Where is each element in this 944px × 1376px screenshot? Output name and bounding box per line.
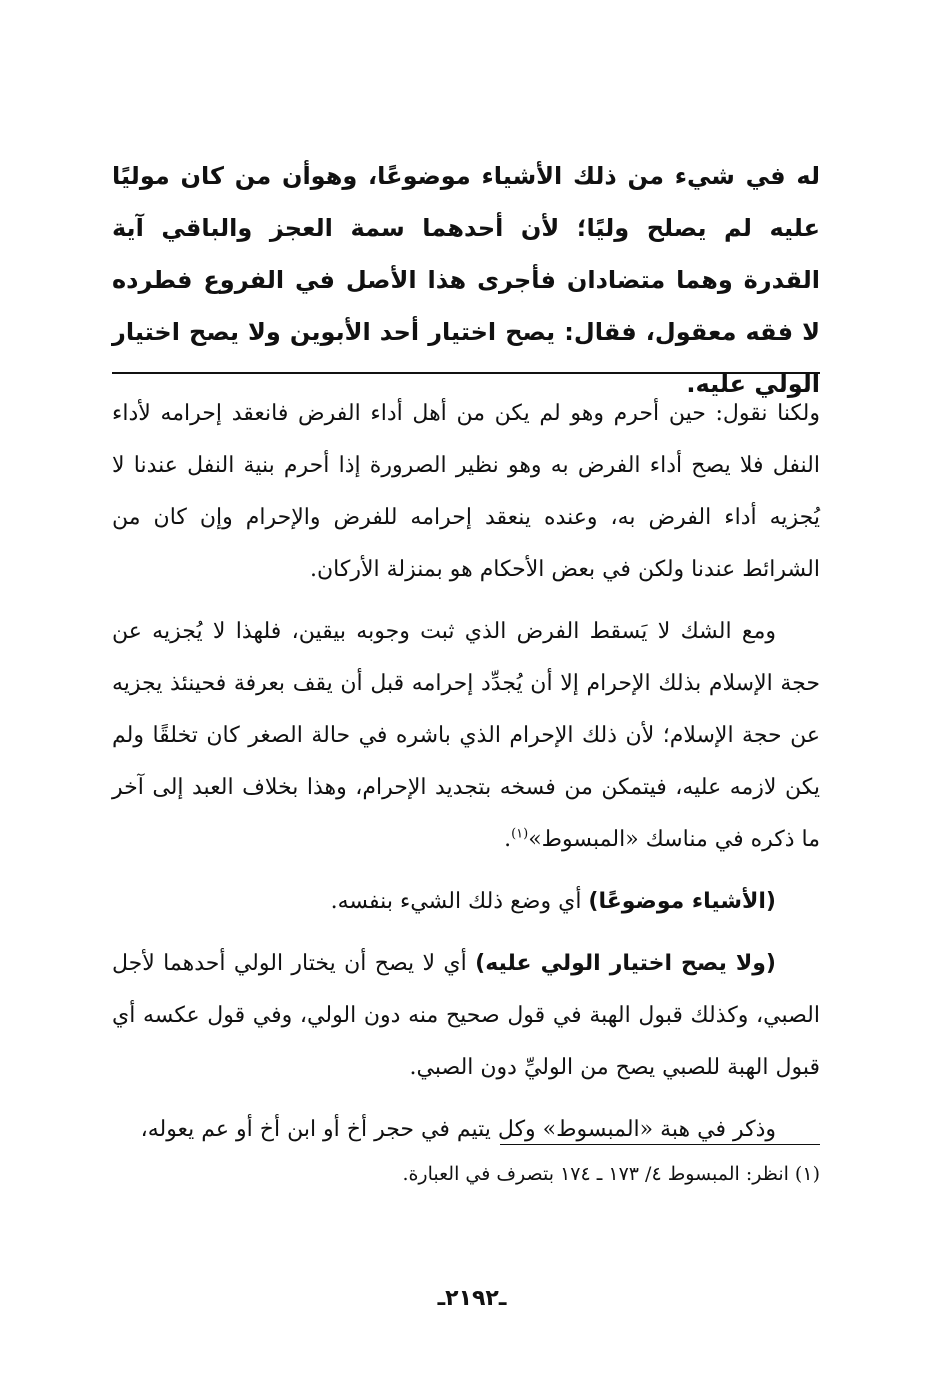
commentary-paragraph-2-end: . xyxy=(504,827,512,852)
quoted-phrase-ashyaa: (الأشياء موضوعًا) xyxy=(588,889,776,914)
matn-text-block xyxy=(112,150,820,410)
matn-separator-rule xyxy=(112,372,820,374)
commentary-paragraph-3-text: أي وضع ذلك الشيء بنفسه. xyxy=(330,889,589,914)
footnote-reference-marker: (١) xyxy=(511,826,529,842)
quoted-phrase-ikhtiyar: (ولا يصح اختيار الولي عليه) xyxy=(475,951,776,976)
commentary-paragraph-4 xyxy=(112,938,820,1094)
footnote-separator-rule xyxy=(500,1144,820,1145)
commentary-paragraph-1: ولكنا نقول: حين أحرم وهو لم يكن من أهل أداء الفرض فانعقد إحرامه لأداء النفل فلا يصح أداء الفرض به وهو نظير الصرورة إذا أحرم بنية النفل عندنا لا يُجزيه أداء الفرض به، وعنده ينعقد إحرامه للفرض والإحرام وإن كان من الشرائط عندنا ولكن في بعض الأحكام هو بمنزلة الأركان. xyxy=(112,401,820,582)
footnote: (١) انظر: المبسوط ٤/ ١٧٣ ـ ١٧٤ بتصرف في العبارة. xyxy=(402,1163,820,1185)
matn-paragraph: له في شيء من ذلك الأشياء موضوعًا، وهوأن من كان موليًا عليه لم يصلح وليًا؛ لأن أحدهما سمة العجز والباقي آية القدرة وهما متضادان فأجرى هذا الأصل في الفروع فطرده لا فقه معقول، فقال: يصح اختيار أحد الأبوين ولا يصح اختيار الولي عليه. xyxy=(112,162,820,398)
commentary-paragraph-2 xyxy=(112,606,820,866)
page-number: ـ٢١٩٢ـ xyxy=(437,1286,507,1311)
commentary-paragraph-2-text: ومع الشك لا يَسقط الفرض الذي ثبت وجوبه بيقين، فلهذا لا يُجزيه عن حجة الإسلام بذلك الإحرام إلا أن يُجدِّد إحرامه قبل أن يقف بعرفة فحينئذ يجزيه عن حجة الإسلام؛ لأن ذلك الإحرام الذي باشره في حالة الصغر كان تخلقًا ولم يكن لازمه عليه، فيتمكن من فسخه بتجديد الإحرام، وهذا بخلاف العبد إلى آخر ما ذكره في مناسك «المبسوط» xyxy=(112,619,820,852)
commentary-paragraph-5: وذكر في هبة «المبسوط» وكل يتيم في حجر أخ أو ابن أخ أو عم يعوله، xyxy=(140,1117,776,1142)
commentary-text-block xyxy=(112,388,820,1166)
commentary-paragraph-3 xyxy=(112,876,820,928)
commentary-paragraph-4-text: أي لا يصح أن يختار الولي أحدهما لأجل الصبي، وكذلك قبول الهبة في قول صحيح منه دون الولي، وفي قول عكسه أي قبول الهبة للصبي يصح من الوليِّ دون الصبي. xyxy=(112,951,820,1080)
